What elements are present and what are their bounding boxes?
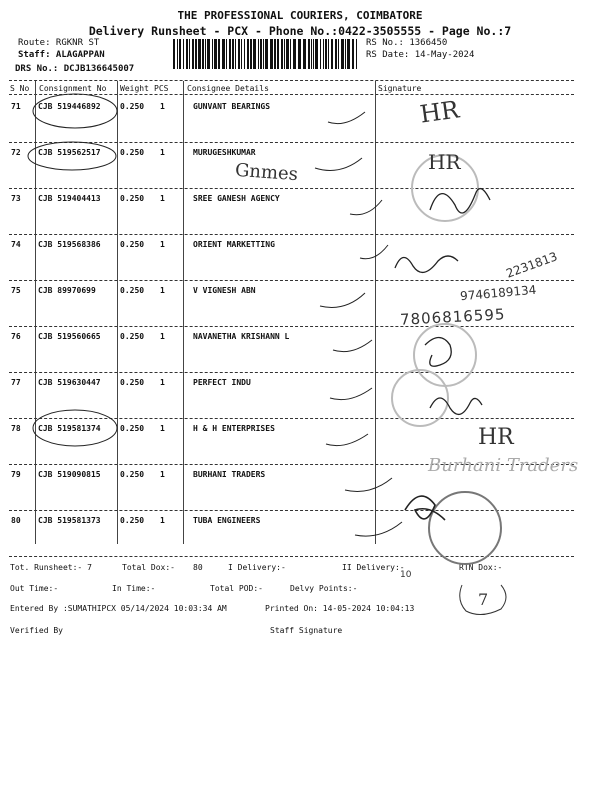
- table-row: [0, 511, 600, 557]
- row-consignment: CJB 519568386: [38, 240, 101, 249]
- table-row: [0, 97, 600, 143]
- row-sno: 72: [11, 148, 21, 157]
- entered-by: Entered By :SUMATHIPCX 05/14/2024 10:03:34 AM: [10, 604, 227, 613]
- row-consignment: CJB 519581374: [38, 424, 101, 433]
- barcode-bar: [192, 39, 194, 69]
- row-pcs: 1: [160, 102, 165, 111]
- row-consignment: CJB 519404413: [38, 194, 101, 203]
- row-consignment: CJB 519630447: [38, 378, 101, 387]
- ii-delivery: II Delivery:-: [342, 563, 405, 572]
- header-rule: [9, 94, 574, 95]
- barcode-bar: [335, 39, 337, 69]
- barcode-bar: [313, 39, 314, 69]
- barcode-bar: [320, 39, 321, 69]
- rtn-dox: RTN Dox:-: [459, 563, 503, 572]
- row-consignee: SREE GANESH AGENCY: [193, 194, 280, 203]
- row-pcs: 1: [160, 332, 165, 341]
- row-consignment: CJB 519562517: [38, 148, 101, 157]
- barcode-bar: [338, 39, 339, 69]
- row-weight: 0.250: [120, 470, 145, 479]
- barcode-bar: [341, 39, 344, 69]
- barcode-bar: [286, 39, 289, 69]
- col-weight: Weight: [120, 84, 149, 93]
- barcode-bar: [253, 39, 256, 69]
- total-dox-value: 80: [193, 563, 203, 572]
- barcode-bar: [205, 39, 206, 69]
- row-pcs: 1: [160, 240, 165, 249]
- col-consignee: Consignee Details: [187, 84, 269, 93]
- barcode-bar: [235, 39, 236, 69]
- row-pcs: 1: [160, 424, 165, 433]
- barcode-bar: [226, 39, 227, 69]
- barcode-bar: [263, 39, 264, 69]
- table-top-rule: [9, 80, 574, 81]
- row-consignment: CJB 89970699: [38, 286, 96, 295]
- barcode-bar: [177, 39, 178, 69]
- row-weight: 0.250: [120, 148, 145, 157]
- barcode-bar: [325, 39, 327, 69]
- barcode-bar: [298, 39, 301, 69]
- stamp-79: Burhani Traders: [428, 455, 579, 476]
- row-consignment: CJB 519560665: [38, 332, 101, 341]
- row-pcs: 1: [160, 470, 165, 479]
- row-weight: 0.250: [120, 240, 145, 249]
- row-consignment: CJB 519581373: [38, 516, 101, 525]
- staff-signature: Staff Signature: [270, 626, 343, 635]
- total-dox-label: Total Dox:-: [122, 563, 175, 572]
- printed-on: Printed On: 14-05-2024 10:04:13: [265, 604, 415, 613]
- phone-3: 7806816595: [399, 305, 506, 329]
- col-consignment: Consignment No: [39, 84, 107, 93]
- barcode-bar: [265, 39, 268, 69]
- col-sno: S No: [10, 84, 30, 93]
- row-consignee: V VIGNESH ABN: [193, 286, 256, 295]
- barcode-bar: [356, 39, 357, 69]
- barcode-bar: [212, 39, 213, 69]
- barcode-bar: [323, 39, 324, 69]
- row-weight: 0.250: [120, 286, 145, 295]
- row-sno: 73: [11, 194, 21, 203]
- staff-label: Staff: ALAGAPPAN: [18, 50, 105, 60]
- row-consignee: TUBA ENGINEERS: [193, 516, 261, 525]
- barcode-bar: [218, 39, 220, 69]
- col-signature: Signature: [378, 84, 422, 93]
- barcode-bar: [258, 39, 259, 69]
- barcode-bar: [232, 39, 234, 69]
- barcode-bar: [352, 39, 354, 69]
- barcode-bar: [202, 39, 204, 69]
- table-row: [0, 373, 600, 419]
- barcode-bar: [277, 39, 279, 69]
- row-sno: 74: [11, 240, 21, 249]
- row-consignee: ORIENT MARKETTING: [193, 240, 275, 249]
- row-weight: 0.250: [120, 424, 145, 433]
- row-consignee: PERFECT INDU: [193, 378, 251, 387]
- delvy-points: Delvy Points:-: [290, 584, 358, 593]
- barcode-bar: [303, 39, 306, 69]
- tot-runsheet: Tot. Runsheet:- 7: [10, 563, 92, 572]
- barcode-bar: [328, 39, 329, 69]
- verified-by: Verified By: [10, 626, 63, 635]
- barcode-bar: [315, 39, 318, 69]
- row-sno: 77: [11, 378, 21, 387]
- route-label: Route: RGKNR ST: [18, 38, 100, 48]
- row-weight: 0.250: [120, 378, 145, 387]
- row-consignee: MURUGESHKUMAR: [193, 148, 256, 157]
- row-consignment: CJB 519090815: [38, 470, 101, 479]
- page-circle-number: 7: [478, 590, 489, 609]
- phone-2: 9746189134: [459, 282, 537, 304]
- company-title: THE PROFESSIONAL COURIERS, COIMBATORE: [177, 9, 423, 22]
- out-time: Out Time:-: [10, 584, 59, 593]
- barcode-bar: [331, 39, 333, 69]
- barcode-bar: [281, 39, 283, 69]
- row-consignee: NAVANETHA KRISHANN L: [193, 332, 290, 341]
- row-pcs: 1: [160, 148, 165, 157]
- row-sno: 71: [11, 102, 21, 111]
- barcode-bar: [241, 39, 242, 69]
- barcode-bar: [270, 39, 273, 69]
- col-pcs: PCS: [154, 84, 169, 93]
- barcode-bar: [247, 39, 249, 69]
- row-weight: 0.250: [120, 102, 145, 111]
- drs-number: DRS No.: DCJB136645007: [15, 64, 135, 74]
- table-row: [0, 143, 600, 189]
- row-pcs: 1: [160, 286, 165, 295]
- barcode-bar: [260, 39, 262, 69]
- barcode-bar: [189, 39, 190, 69]
- delivery-count: 10: [400, 570, 412, 580]
- runsheet-subtitle: Delivery Runsheet - PCX - Phone No.:0422-3505555 - Page No.:7: [88, 24, 512, 38]
- row-weight: 0.250: [120, 194, 145, 203]
- row-sno: 79: [11, 470, 21, 479]
- barcode-bar: [345, 39, 346, 69]
- row-pcs: 1: [160, 378, 165, 387]
- barcode-bar: [347, 39, 350, 69]
- barcode-bar: [274, 39, 276, 69]
- row-sno: 76: [11, 332, 21, 341]
- table-row: [0, 189, 600, 235]
- total-pod: Total POD:-: [210, 584, 263, 593]
- barcode-bar: [179, 39, 181, 69]
- rs-number: RS No.: 1366450: [366, 38, 448, 48]
- rs-date: RS Date: 14-May-2024: [366, 50, 475, 60]
- barcode-bar: [284, 39, 285, 69]
- barcode-bar: [250, 39, 252, 69]
- row-consignee: GUNVANT BEARINGS: [193, 102, 271, 111]
- row-consignee: H & H ENTERPRISES: [193, 424, 275, 433]
- barcode-bar: [293, 39, 296, 69]
- in-time: In Time:-: [112, 584, 156, 593]
- signature-71: HR: [418, 95, 461, 129]
- row-weight: 0.250: [120, 332, 145, 341]
- row-weight: 0.250: [120, 516, 145, 525]
- barcode-bar: [183, 39, 184, 69]
- barcode-bar: [222, 39, 225, 69]
- row-consignment: CJB 519446892: [38, 102, 101, 111]
- barcode-bar: [308, 39, 310, 69]
- barcode-bar: [229, 39, 231, 69]
- barcode-bar: [173, 39, 175, 69]
- signature-72: HR: [428, 150, 461, 174]
- barcode-bar: [311, 39, 312, 69]
- barcode-bar: [214, 39, 217, 69]
- barcode-bar: [198, 39, 201, 69]
- phone-1: 2231813: [504, 249, 560, 281]
- row-sno: 80: [11, 516, 21, 525]
- row-sno: 78: [11, 424, 21, 433]
- row-consignee: BURHANI TRADERS: [193, 470, 266, 479]
- barcode: [173, 39, 359, 69]
- barcode-bar: [238, 39, 240, 69]
- row-sno: 75: [11, 286, 21, 295]
- table-row: [0, 327, 600, 373]
- barcode-bar: [186, 39, 188, 69]
- barcode-bar: [195, 39, 197, 69]
- row-pcs: 1: [160, 194, 165, 203]
- barcode-bar: [244, 39, 245, 69]
- table-bottom-rule: [9, 556, 574, 557]
- signature-78: HR: [478, 425, 514, 450]
- row-pcs: 1: [160, 516, 165, 525]
- i-delivery: I Delivery:-: [228, 563, 286, 572]
- barcode-bar: [207, 39, 210, 69]
- consignee-name-72: Gnmes: [234, 159, 299, 186]
- barcode-bar: [290, 39, 291, 69]
